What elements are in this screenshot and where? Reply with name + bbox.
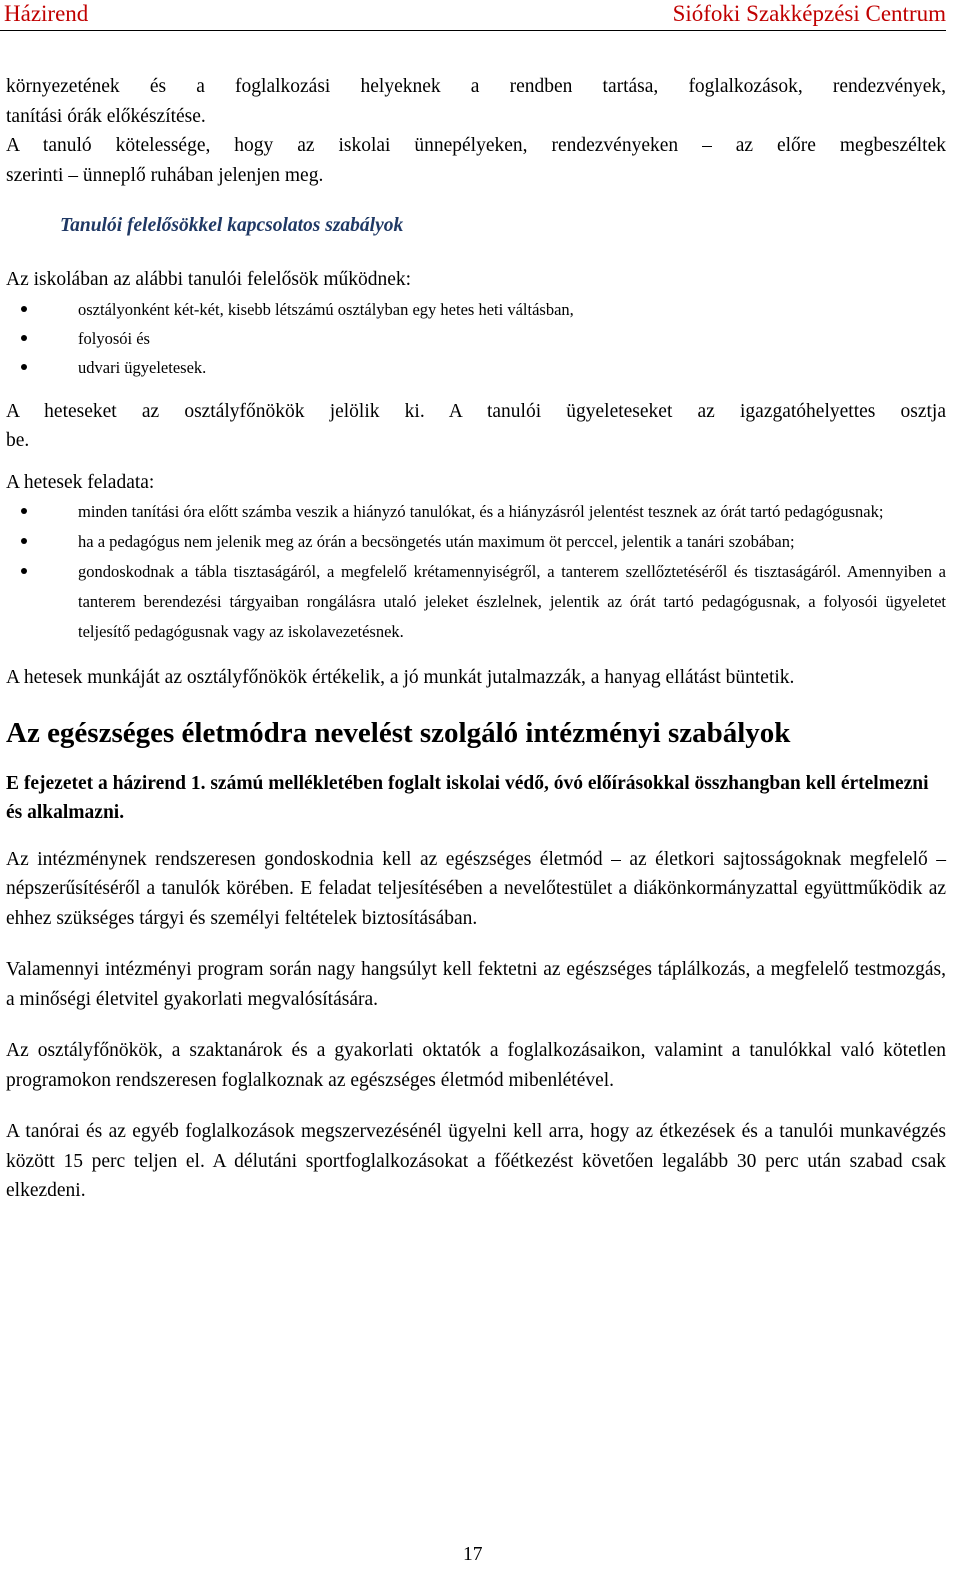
- header-institution: Siófoki Szakképzési Centrum: [672, 1, 946, 26]
- evaluation-paragraph: A hetesek munkáját az osztályfőnökök értékelik, a jó munkát jutalmazzák, a hanyag ellátást büntetik.: [6, 667, 795, 688]
- list-item: ha a pedagógus nem jelenik meg az órán a becsöngetés után maximum öt perccel, jelentik a tanári szobában;: [6, 527, 946, 557]
- intro-line: tanítási órák előkészítése.: [6, 105, 206, 127]
- responsibles-lead: Az iskolában az alábbi tanulói felelősök működnek:: [6, 269, 412, 290]
- responsibles-list: [6, 295, 946, 382]
- intro-line: A tanuló kötelessége, hogy az iskolai ünnepélyeken, rendezvényeken – az előre megbeszéltek: [6, 135, 946, 156]
- duties-lead: A hetesek feladata:: [6, 471, 155, 493]
- list-item: osztályonként két-két, kisebb létszámú osztályban egy hetes heti váltásban,: [6, 295, 946, 324]
- intro-line: környezetének és a foglalkozási helyeknek a rendben tartása, foglalkozások, rendezvények,: [6, 76, 946, 97]
- list-item: folyosói és: [6, 324, 946, 353]
- bold-note: E fejezetet a házirend 1. számú mellékletében foglalt iskolai védő, óvó előírásokkal összhangban kell értelmezni és alkalmazni.: [6, 772, 929, 823]
- page-body: [6, 72, 946, 1206]
- header-title: Házirend: [4, 1, 89, 26]
- intro-line: szerinti – ünneplő ruhában jelenjen meg.: [6, 164, 324, 186]
- page-number: 17: [463, 1544, 483, 1565]
- body-paragraph: Valamennyi intézményi program során nagy hangsúlyt kell fektetni az egészséges táplálkozás, a megfelelő testmozgás, a minőségi életvitel gyakorlati megvalósítására.: [6, 959, 946, 1010]
- list-item: udvari ügyeletesek.: [6, 353, 946, 382]
- body-paragraph: A tanórai és az egyéb foglalkozások megszervezésénél ügyelni kell arra, hogy az étkezések és a tanulói munkavégzés között 15 perc teljen el. A délutáni sportfoglalkozásokat a főétkezést követően legalább 30 perc után szabad csak elkezdeni.: [6, 1121, 946, 1201]
- body-paragraph: Az osztályfőnökök, a szaktanárok és a gyakorlati oktatók a foglalkozásaikon, valamint a tanulókkal való kötetlen programokon rendszeresen foglalkoznak az egészséges életmód mibenlétével.: [6, 1040, 946, 1091]
- assignment-line: A heteseket az osztályfőnökök jelölik ki. A tanulói ügyeleteseket az igazgatóhelyettes osztja: [6, 400, 946, 422]
- section-heading: Tanulói felelősökkel kapcsolatos szabályok: [60, 215, 404, 236]
- body-paragraph: Az intézménynek rendszeresen gondoskodnia kell az egészséges életmód – az életkori sajtosságoknak megfelelő – népszerűsítéséről a tanulók körében. E feladat teljesítésében a nevelőtestület a diákönkormányzattal együttműködik az ehhez szükséges tárgyi és személyi feltételek biztosításában.: [6, 848, 946, 929]
- list-item: gondoskodnak a tábla tisztaságáról, a megfelelő krétamennyiségről, a tanterem szellőztetéséről és tisztaságáról. Amennyiben a tanterem berendezési tárgyaiban rongálásra utaló jeleket észlelnek, jelentik az órát tartó pedagógusnak, a folyosói ügyeletet teljesítő pedagógusnak vagy az iskolavezetésnek.: [6, 557, 946, 647]
- duties-list: [6, 497, 946, 647]
- assignment-paragraph: [6, 397, 946, 456]
- list-item: minden tanítási óra előtt számba veszik a hiányzó tanulókat, és a hiányzásról jelentést tesznek az órát tartó pedagógusnak;: [6, 497, 946, 527]
- assignment-line: be.: [6, 430, 30, 451]
- intro-paragraph: [6, 72, 946, 190]
- page-header: [0, 0, 946, 31]
- chapter-heading: Az egészséges életmódra nevelést szolgáló intézményi szabályok: [6, 716, 791, 749]
